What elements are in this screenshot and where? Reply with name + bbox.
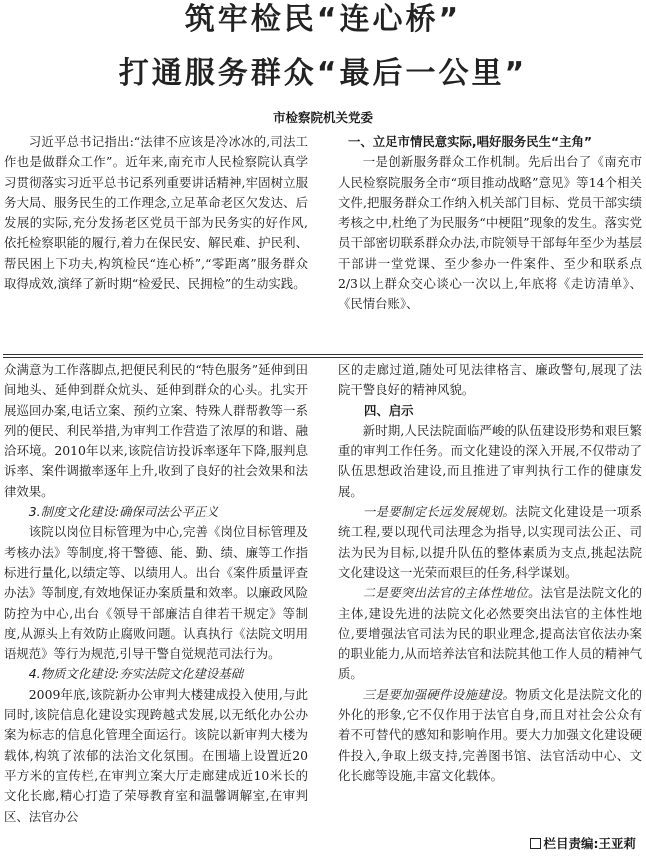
bottom-right-column bbox=[338, 360, 642, 786]
bottom-right-paragraph-5 bbox=[338, 685, 642, 786]
square-bullet-icon bbox=[530, 838, 541, 849]
bottom-left-column bbox=[4, 360, 308, 827]
top-left-column bbox=[4, 132, 308, 294]
bottom-left-paragraph-2: 该院以岗位目标管理为中心,完善《岗位目标管理及考核办法》等制度,将干警德、能、勤、绩、廉等工作指标进行量化,以绩定等、以绩用人。出台《案件质量评查办法》等制度,有效地保证办案质量和效率。以廉政风险防控为中心,出台《领导干部廉洁自律若干规定》等制度,从源头上有效防止腐败问题。认真执行《法院文明用语规范》等行为规范,引导干警自觉规范司法行为。 bbox=[4, 524, 308, 662]
divider-rule-secondary bbox=[3, 357, 643, 358]
title-line-1: 筑牢检民“连心桥” bbox=[184, 2, 462, 37]
editor-text: 栏目责编:王亚莉 bbox=[543, 836, 636, 851]
section-1-heading: 一、立足市情民意实际,唱好服务民生“主角” bbox=[348, 134, 593, 149]
bottom-right-paragraph-1: 区的走廊过道,随处可见法律格言、廉政警句,展现了法院干警良好的精神风貌。 bbox=[338, 362, 642, 398]
subheading-material-culture: 4.物质文化建设:夯实法院文化建设基础 bbox=[28, 666, 244, 682]
bottom-right-paragraph-4-body: 法官是法院文化的主体,建设先进的法院文化必然要突出法官的主体性地位,要增强法官司法为民的职业理念,提高法官依法办案的职业能力,从而培养法官和法院其他工作人员的精神气质。 bbox=[338, 585, 642, 682]
bottom-left-paragraph-3: 2009年底,该院新办公审判大楼建成投入使用,与此同时,该院信息化建设实现跨越式发展,以无纸化办公办案为标志的信息化管理全面运行。该院以新审判大楼为载体,构筑了浓郁的法治文化氛围。在围墙上设置近20平方米的宣传栏,在审判立案大厅走廊建成近10米长的文化长廊,精心打造了荣辱教育室和温馨调解室,在审判区、法官办公 bbox=[4, 686, 308, 824]
subheading-institutional-culture: 3.制度文化建设:确保司法公平正义 bbox=[28, 504, 219, 520]
title-line-2: 打通服务群众“最后一公里” bbox=[118, 56, 528, 91]
section-1-paragraph: 一是创新服务群众工作机制。先后出台了《南充市人民检察院服务全市“项目推动战略”意见》等14个相关文件,把服务群众工作纳入机关部门目标、党员干部实绩考核之中,杜绝了为民服务“中梗阻”现象的发生。落实党员干部密切联系群众办法,市院领导干部每年至少为基层干部讲一堂党课、至少参办一件案件、至少和联系点2/3以上群众交心谈心一次以上,年底将《走访清单》、《民情台账》、 bbox=[338, 154, 642, 312]
intro-paragraph: 习近平总书记指出:“法律不应该是冷冰冰的,司法工作也是做群众工作”。近年来,南充市人民检察院认真学习贯彻落实习近平总书记系列重要讲话精神,牢固树立服务大局、服务民生的工作理念,立足革命老区欠发达、后发展的实际,充分发扬老区党员干部为民务实的好作风,依托检察职能的履行,着力在保民安、解民难、护民利、帮民困上下功夫,构筑检民“连心桥”,“零距离”服务群众取得成效,演绎了新时期“检爱民、民拥检”的生动实践。 bbox=[4, 134, 308, 292]
top-right-column bbox=[338, 132, 642, 315]
bottom-right-paragraph-5-body: 物质文化是法院文化的外化的形象,它不仅作用于法官自身,而且对社会公众有着不可替代的感知和影响作用。要大力加强文化建设硬件投入,争取上级支持,完善图书馆、法官活动中心、文化长廊等设施,丰富文化载体。 bbox=[338, 686, 643, 783]
divider-rule bbox=[3, 354, 643, 355]
emphasis-3: 三是要加强硬件设施建设。 bbox=[362, 686, 516, 702]
column-editor-credit bbox=[530, 834, 637, 852]
bottom-right-paragraph-2: 新时期,人民法院面临严峻的队伍建设形势和艰巨繁重的审判工作任务。而文化建设的深入开展,不仅带动了队伍思想政治建设,而且推进了审判执行工作的健康发展。 bbox=[338, 422, 642, 499]
bottom-left-paragraph-1: 众满意为工作落脚点,把便民利民的“特色服务”延伸到田间地头、延伸到群众炕头、延伸到群众的心头。扎实开展巡回办案,电话立案、预约立案、特殊人群帮教等一系列的便民、利民举措,为审判工作营造了浓厚的和谐、融洽环境。2010年以来,该院信访投诉率逐年下降,服判息诉率、案件调撤率逐年上升,收到了良好的社会效果和法律效果。 bbox=[4, 362, 308, 499]
emphasis-1: 一是要制定长远发展规划。 bbox=[362, 504, 516, 520]
bottom-right-paragraph-3 bbox=[338, 502, 642, 583]
bottom-right-paragraph-4 bbox=[338, 583, 642, 684]
emphasis-2: 二是要突出法官的主体性地位。 bbox=[362, 585, 541, 601]
bottom-right-paragraph-3-body: 法院文化建设是一项系统工程,要以现代司法理念为指导,以实现司法公正、司法为民为目标,以提升队伍的整体素质为支点,挑起法院文化建设这一光荣而艰巨的任务,科学谋划。 bbox=[338, 504, 643, 580]
author-byline: 市检察院机关党委 bbox=[272, 110, 373, 125]
section-4-heading: 四、启示 bbox=[364, 402, 414, 418]
